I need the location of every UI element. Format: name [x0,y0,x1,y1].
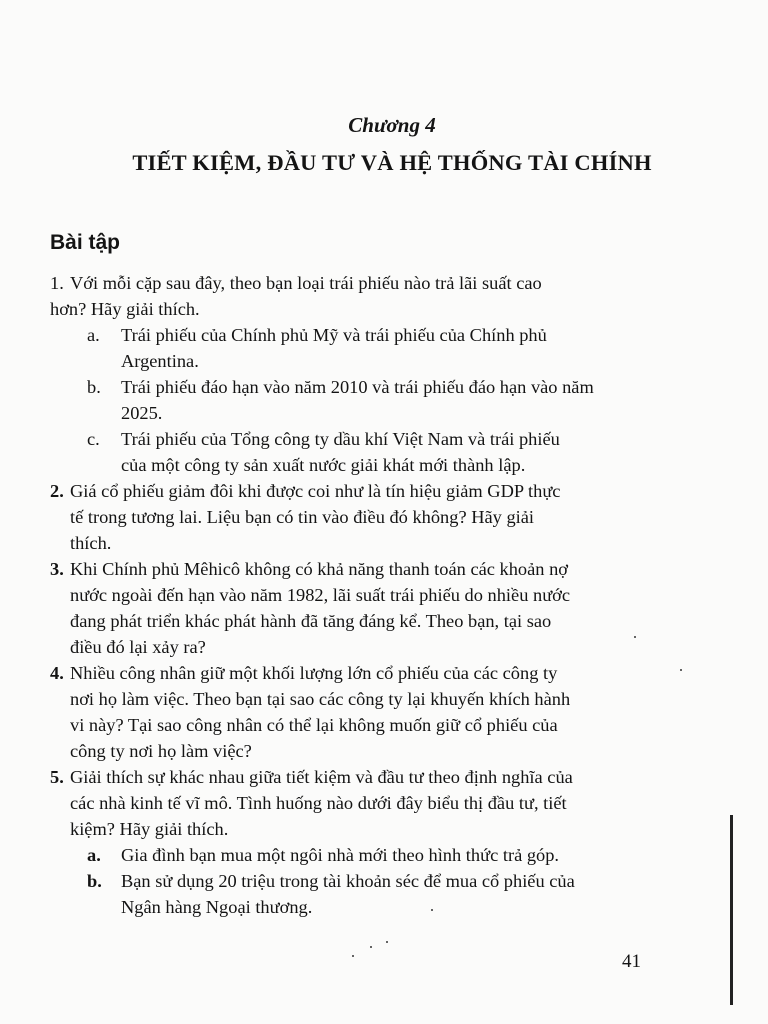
exercise-2-text-line: tế trong tương lai. Liệu bạn có tin vào điều đó không? Hãy giải [70,507,535,527]
exercise-1b-text-line: 2025. [121,403,163,423]
exercise-5b-marker: b. [87,871,102,891]
exercise-1-text-line: hơn? Hãy giải thích. [50,299,200,319]
scan-speck [370,946,372,948]
scan-speck [431,909,433,911]
scan-speck [386,941,388,943]
exercise-1a-text-line: Trái phiếu của Chính phủ Mỹ và trái phiếu của Chính phủ [121,325,547,345]
scan-speck [680,669,682,671]
exercise-1b-marker: b. [87,377,101,397]
exercise-1-number: 1. [50,273,64,293]
exercise-5-text-line: các nhà kinh tế vĩ mô. Tình huống nào dưới đây biểu thị đầu tư, tiết [70,793,567,813]
exercise-2-text-line: Giá cổ phiếu giảm đôi khi được coi như là tín hiệu giảm GDP thực [70,481,561,501]
exercise-1a-text-line: Argentina. [121,351,199,371]
chapter-title: TIẾT KIỆM, ĐẦU TƯ VÀ HỆ THỐNG TÀI CHÍNH [132,150,652,175]
exercise-4-text-line: Nhiều công nhân giữ một khối lượng lớn cổ phiếu của các công ty [70,663,558,683]
exercise-5b-text-line: Bạn sử dụng 20 triệu trong tài khoản séc để mua cổ phiếu của [121,871,575,891]
exercise-4-text-line: vi này? Tại sao công nhân có thể lại không muốn giữ cổ phiếu của [70,715,558,735]
exercise-3-number: 3. [50,559,64,579]
exercise-3-text-line: nước ngoài đến hạn vào năm 1982, lãi suất trái phiếu do nhiều nước [70,585,571,605]
exercise-4-text-line: nơi họ làm việc. Theo bạn tại sao các công ty lại khuyến khích hành [70,689,571,709]
exercise-1c-marker: c. [87,429,100,449]
exercise-1c-text-line: của một công ty sản xuất nước giải khát mới thành lập. [121,455,526,475]
exercise-1-text-line: Với mỗi cặp sau đây, theo bạn loại trái phiếu nào trả lãi suất cao [70,273,542,293]
exercise-4-number: 4. [50,663,64,683]
exercise-3-text-line: đang phát triển khác phát hành đã tăng đáng kể. Theo bạn, tại sao [70,611,552,631]
exercise-5a-text-line: Gia đình bạn mua một ngôi nhà mới theo hình thức trả góp. [121,845,560,865]
exercise-2-number: 2. [50,481,64,501]
exercise-5-text-line: Giải thích sự khác nhau giữa tiết kiệm và đầu tư theo định nghĩa của [70,767,573,787]
exercise-3-text-line: điều đó lại xảy ra? [70,637,206,657]
exercise-5b-text-line: Ngân hàng Ngoại thương. [121,897,313,917]
exercise-5-number: 5. [50,767,64,787]
exercise-5a-marker: a. [87,845,101,865]
exercise-2-text-line: thích. [70,533,112,553]
scan-edge-rule [730,815,733,1005]
chapter-label: Chương 4 [348,113,436,137]
exercise-1c-text-line: Trái phiếu của Tổng công ty dầu khí Việt Nam và trái phiếu [121,429,560,449]
exercise-1a-marker: a. [87,325,100,345]
exercise-1b-text-line: Trái phiếu đáo hạn vào năm 2010 và trái phiếu đáo hạn vào năm [121,377,594,397]
exercise-4-text-line: công ty nơi họ làm việc? [70,741,252,761]
scan-speck [634,636,636,638]
exercise-5-text-line: kiệm? Hãy giải thích. [70,819,229,839]
exercise-3-text-line: Khi Chính phủ Mêhicô không có khả năng thanh toán các khoản nợ [70,559,568,579]
section-title: Bài tập [50,231,121,254]
scan-speck [352,955,354,957]
page-number: 41 [622,951,641,972]
